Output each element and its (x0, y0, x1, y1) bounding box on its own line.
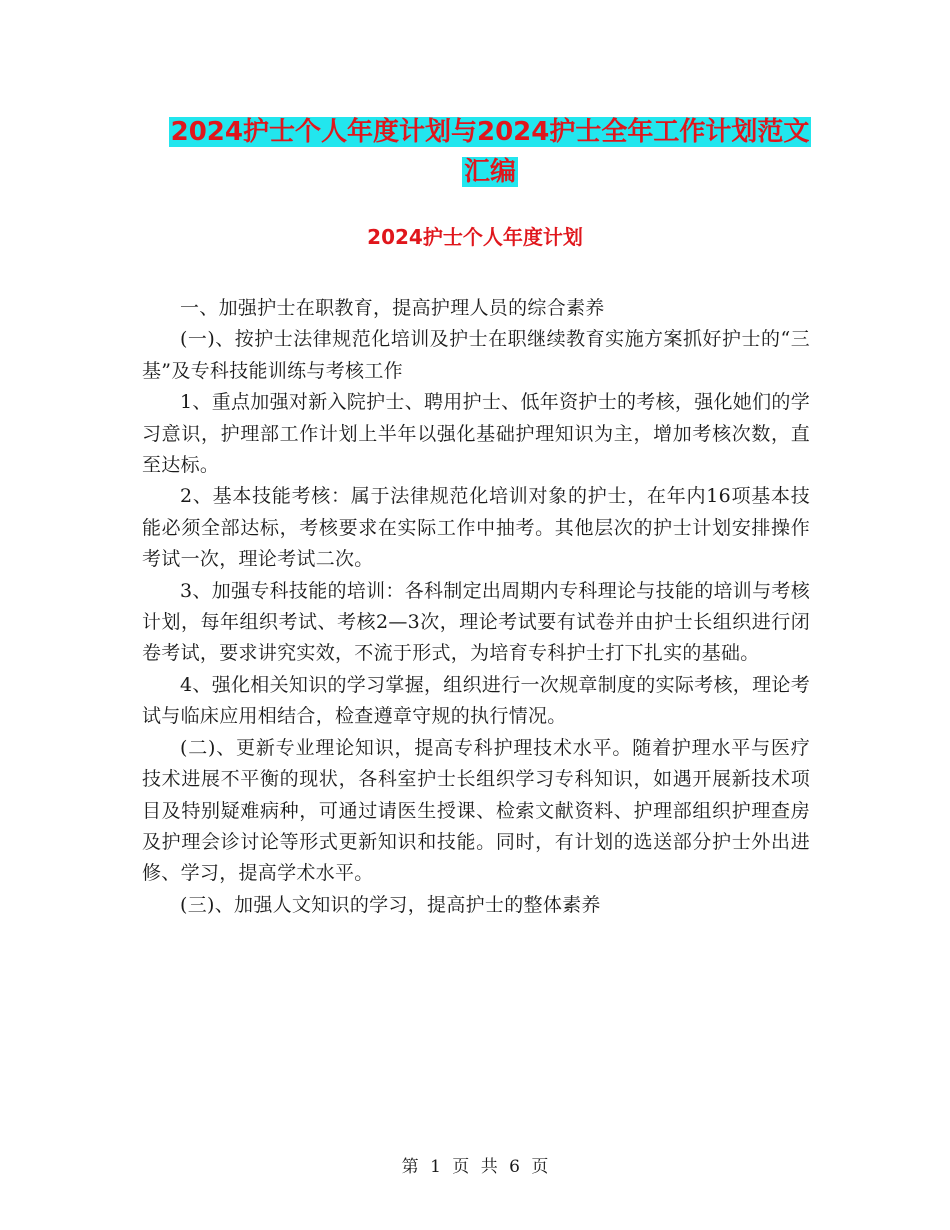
title-line-2: 汇编 (463, 157, 516, 187)
paragraph: (二)、更新专业理论知识，提高专科护理技术水平。随着护理水平与医疗技术进展不平衡的现状，各科室护士长组织学习专科知识，如遇开展新技术项目及特别疑难病种，可通过请医生授课、检索文献资料、护理部组织护理查房及护理会诊讨论等形式更新知识和技能。同时，有计划的选送部分护士外出进修、学习，提高学术水平。 (142, 736, 810, 885)
page-footer: 第 1 页 共 6 页 (401, 1157, 549, 1177)
section-heading: 2024护士个人年度计划 (367, 225, 583, 249)
paragraph: 2、基本技能考核：属于法律规范化培训对象的护士，在年内16项基本技能必须全部达标，考核要求在实际工作中抽考。其他层次的护士计划安排操作考试一次，理论考试二次。 (142, 485, 810, 571)
paragraph: 3、加强专科技能的培训：各科制定出周期内专科理论与技能的培训与考核计划，每年组织考试、考核2—3次，理论考试要有试卷并由护士长组织进行闭卷考试，要求讲究实效，不流于形式，为培育专科护士打下扎实的基础。 (142, 579, 810, 665)
paragraph: 1、重点加强对新入院护士、聘用护士、低年资护士的考核，强化她们的学习意识，护理部工作计划上半年以强化基础护理知识为主，增加考核次数，直至达标。 (142, 391, 810, 477)
paragraph: (三)、加强人文知识的学习，提高护士的整体素养 (180, 893, 601, 916)
paragraph: 4、强化相关知识的学习掌握，组织进行一次规章制度的实际考核，理论考试与临床应用相结合，检查遵章守规的执行情况。 (142, 673, 810, 728)
title-line-1: 2024护士个人年度计划与2024护士全年工作计划范文 (170, 117, 810, 147)
paragraph: (一)、按护士法律规范化培训及护士在职继续教育实施方案抓好护士的“三基”及专科技能训练与考核工作 (142, 328, 810, 382)
document-title (140, 112, 840, 192)
body-text (142, 293, 810, 921)
paragraph: 一、加强护士在职教育，提高护理人员的综合素养 (180, 297, 605, 319)
